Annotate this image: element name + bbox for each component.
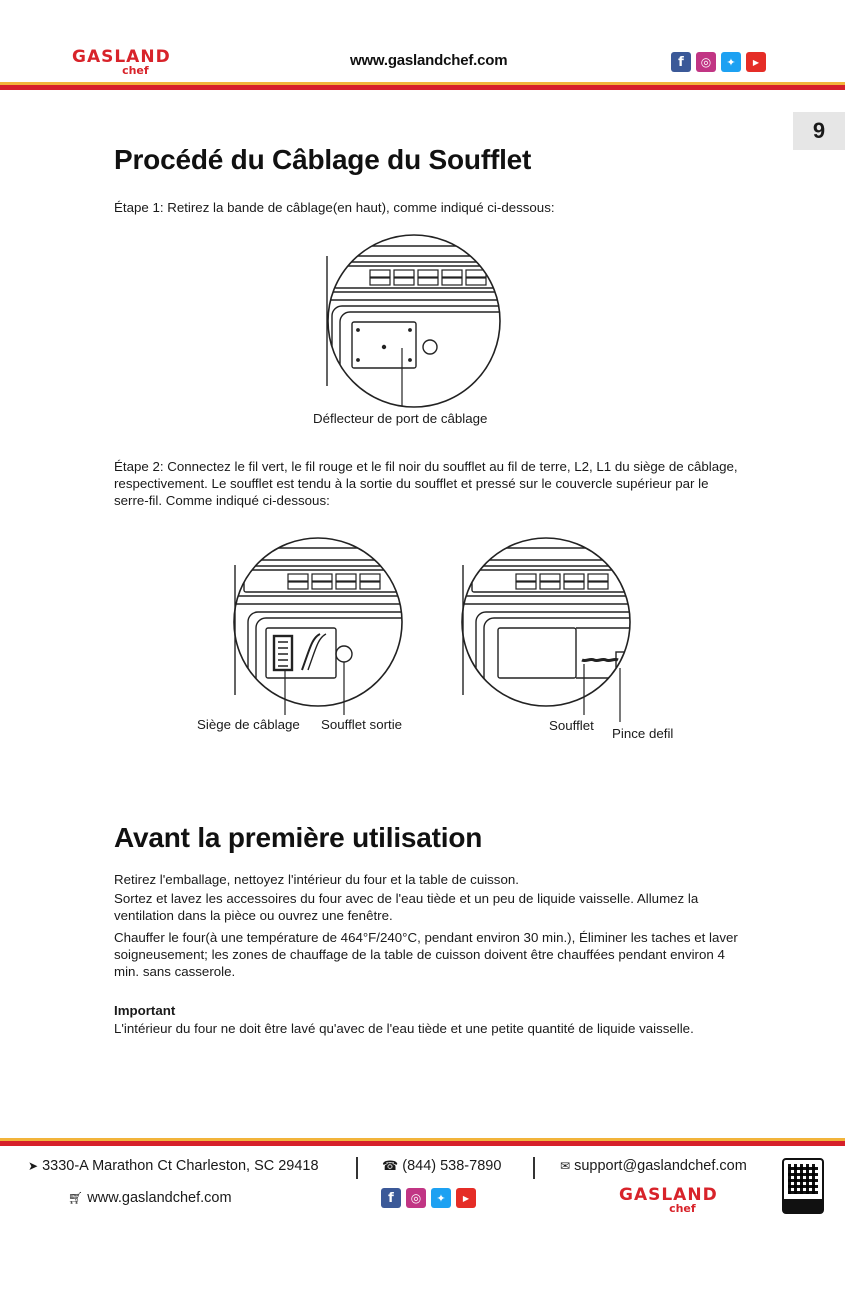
instagram-icon[interactable]: ◎ [696,52,716,72]
step-2-text: Étape 2: Connectez le fil vert, le fil rouge et le fil noir du soufflet au fil de terre, L2, L1 du siège de câblage, respectivement. Le soufflet est tendu à la sortie du soufflet et pressé sur le couvercle supérieur par le serre-fil. Comme indiqué ci-dessous: [114,459,738,508]
section-title-first-use: Avant la première utilisation [114,822,483,853]
footer-divider [533,1157,535,1179]
twitter-icon[interactable]: ✦ [721,52,741,72]
logo-wordmark: GASLAND [72,47,171,67]
caption-blower: Soufflet [549,718,594,733]
footer-phone[interactable] [382,1158,501,1174]
logo-sub: chef [669,1202,696,1215]
footer-email[interactable] [560,1158,747,1174]
qr-pattern [788,1164,818,1194]
footer-address-text: 3330-A Marathon Ct Charleston, SC 29418 [42,1158,319,1174]
footer-stripe [0,1138,845,1146]
youtube-icon[interactable]: ▶ [456,1188,476,1208]
caption-wiring-seat: Siège de câblage [197,717,300,732]
figure-wiring-seat [230,530,405,715]
page-number: 9 [793,112,845,150]
footer-email-text: support@gaslandchef.com [574,1158,747,1174]
first-use-paragraph: Retirez l'emballage, nettoyez l'intérieur du four et la table de cuisson. [114,872,519,887]
figure-wiring-deflector [322,226,502,416]
twitter-icon[interactable]: ✦ [431,1188,451,1208]
first-use-paragraph: Sortez et lavez les accessoires du four avec de l'eau tiède et un peu de liquide vaisselle. Allumez la ventilation dans la pièce ou ouvrez une fenêtre. [114,891,699,923]
important-text: L'intérieur du four ne doit être lavé qu'avec de l'eau tiède et une petite quantité de liquide vaisselle. [114,1021,694,1036]
logo-sub: chef [122,64,149,77]
header-stripe [0,82,845,90]
mail-icon: ✉ [560,1159,571,1173]
footer-divider [356,1157,358,1179]
figure-blower-clamp [458,530,633,715]
phone-icon: ☎ [382,1158,399,1173]
footer-website-text: www.gaslandchef.com [87,1190,232,1206]
app-store-badge [784,1199,822,1212]
qr-code-icon[interactable] [782,1158,824,1214]
header-website-link[interactable]: www.gaslandchef.com [350,52,508,69]
caption-blower-outlet: Soufflet sortie [321,717,403,732]
facebook-icon[interactable]: f [671,52,691,72]
footer-address [28,1158,319,1174]
important-heading: Important [114,1003,176,1018]
section-title-wiring: Procédé du Câblage du Soufflet [114,144,532,175]
caption-wiring-deflector: Déflecteur de port de câblage [313,411,488,426]
instagram-icon[interactable]: ◎ [406,1188,426,1208]
footer-website[interactable] [68,1190,232,1206]
cart-icon: 🛒︎ [68,1191,84,1205]
step-1-text: Étape 1: Retirez la bande de câblage(en haut), comme indiqué ci-dessous: [114,200,555,215]
gasland-logo[interactable] [72,49,171,76]
header-social-icons [671,52,766,72]
facebook-icon[interactable]: f [381,1188,401,1208]
first-use-paragraph: Chauffer le four(à une température de 464°F/240°C, pendant environ 30 min.), Éliminer les taches et laver soigneusement; les zones de chauffage de la table de cuisson doivent être chauffées pendant environ 4 min. sans casserole. [114,930,738,979]
logo-wordmark: GASLAND [619,1185,718,1205]
location-arrow-icon: ➤ [28,1159,39,1173]
page-header [0,0,845,92]
gasland-logo[interactable] [619,1187,718,1214]
footer-social-icons [381,1188,476,1208]
footer-phone-text: (844) 538-7890 [402,1158,502,1174]
caption-wire-clamp: Pince defil [612,726,674,741]
youtube-icon[interactable]: ▶ [746,52,766,72]
